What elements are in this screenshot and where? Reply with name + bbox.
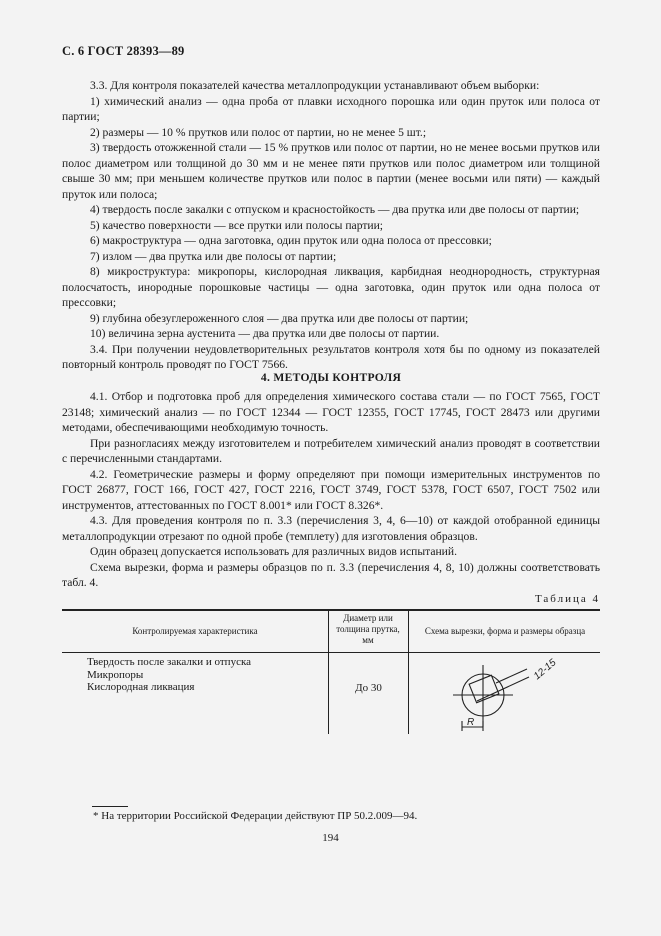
paragraph: Один образец допускается использовать для различных видов испытаний. — [90, 545, 457, 558]
list-item: 2) размеры — 10 % прутков или полос от партии, но не менее 5 шт.; — [90, 125, 427, 139]
characteristic-line: Кислородная ликвация — [87, 681, 195, 693]
characteristic-cell — [87, 656, 251, 694]
list-item: 4) твердость после закалки с отпуском и красностойкость — два прутка или две полосы от партии; — [90, 203, 580, 216]
table-top-rule — [62, 609, 600, 611]
list-item: 3) твердость отожженной стали — 15 % прутков или полос от партии, но не менее восьми прутков или полос диаметром или толщиной до 30 мм и не менее пяти прутков или полос диаметром или толщиной свыше 30 мм; при меньшем количестве прутков или полос в партии (менее восьми или пяти) — каждый пруток или полоса; — [62, 141, 600, 201]
paragraph: Схема вырезки, форма и размеры образцов по п. 3.3 (перечисления 4, 8, 10) должны соответствовать табл. 4. — [62, 560, 600, 589]
list-item: 9) глубина обезуглероженного слоя — два прутка или две полосы от партии; — [90, 311, 469, 325]
list-item: 6) макроструктура — одна заготовка, один пруток или одна полоса от прессовки; — [90, 234, 492, 247]
page-number: 194 — [322, 832, 339, 844]
diameter-cell: До 30 — [355, 682, 382, 694]
footnote: * На территории Российской Федерации действуют ПР 50.2.009—94. — [93, 810, 418, 822]
list-item: 1) химический анализ — одна проба от плавки исходного порошка или один пруток или полоса от партии; — [62, 94, 600, 123]
table-header-rule — [62, 652, 600, 653]
paragraph: 4.1. Отбор и подготовка проб для определения химического состава стали — по ГОСТ 7565, ГОСТ 23148; химический анализ — по ГОСТ 12344 — ГОСТ 12355, ГОСТ 17745, ГОСТ 28473 или другими методами, обеспечивающими необходимую точность. — [62, 390, 600, 434]
paragraph: 4.3. Для проведения контроля по п. 3.3 (перечисления 3, 4, 6—10) от каждой отобранной единицы металлопродукции отрезают по одной пробе (темплету) для изготовления образцов. — [62, 514, 600, 543]
section-3-text — [62, 78, 600, 373]
table-header-diameter: Диаметр или толщина прутка, мм — [336, 613, 400, 645]
radius-label: R — [467, 717, 475, 728]
column-divider — [328, 609, 329, 734]
section-4-title: 4. МЕТОДЫ КОНТРОЛЯ — [260, 371, 402, 384]
list-item: 8) микроструктура: микропоры, кислородная ликвация, карбидная неоднородность, структурная полосчатость, инородные порошковые частицы — одна заготовка, один пруток или одна полоса от прессовки; — [62, 265, 600, 309]
characteristic-line: Твердость после закалки и отпуска — [87, 656, 252, 668]
list-item: 7) излом — два прутка или две полосы от партии; — [90, 249, 337, 263]
paragraph: При разногласиях между изготовителем и потребителем химический анализ проводят в соответствии с перечисленными стандартами. — [62, 436, 600, 465]
table-header-characteristic: Контролируемая характеристика — [132, 626, 258, 636]
section-4-text — [62, 389, 600, 591]
paragraph: 3.3. Для контроля показателей качества металлопродукции устанавливают объем выборки: — [90, 79, 540, 92]
characteristic-line: Микропоры — [87, 668, 144, 681]
table-caption: Таблица 4 — [534, 593, 600, 605]
column-divider — [408, 609, 409, 734]
specimen-cut-diagram — [447, 657, 572, 733]
paragraph: 4.2. Геометрические размеры и форму определяют при помощи измерительных инструментов по ГОСТ 26877, ГОСТ 166, ГОСТ 427, ГОСТ 2216, ГОСТ 3749, ГОСТ 5378, ГОСТ 6507, ГОСТ 7502 или инструментов, аттестованных по ГОСТ 8.001* или ГОСТ 8.326*. — [62, 467, 600, 512]
table-4 — [62, 609, 600, 734]
paragraph: 3.4. При получении неудовлетворительных результатов контроля хотя бы по одному из показателей повторный контроль проводят по ГОСТ 7566. — [62, 342, 600, 371]
list-item: 10) величина зерна аустенита — два прутка или две полосы от партии. — [90, 327, 440, 340]
list-item: 5) качество поверхности — все прутки или полосы партии; — [90, 218, 384, 232]
dimension-label: 12-15 — [531, 657, 559, 683]
table-header-scheme: Схема вырезки, форма и размеры образца — [424, 626, 586, 636]
footnote-rule — [92, 806, 128, 807]
page-header: С. 6 ГОСТ 28393—89 — [62, 44, 185, 58]
